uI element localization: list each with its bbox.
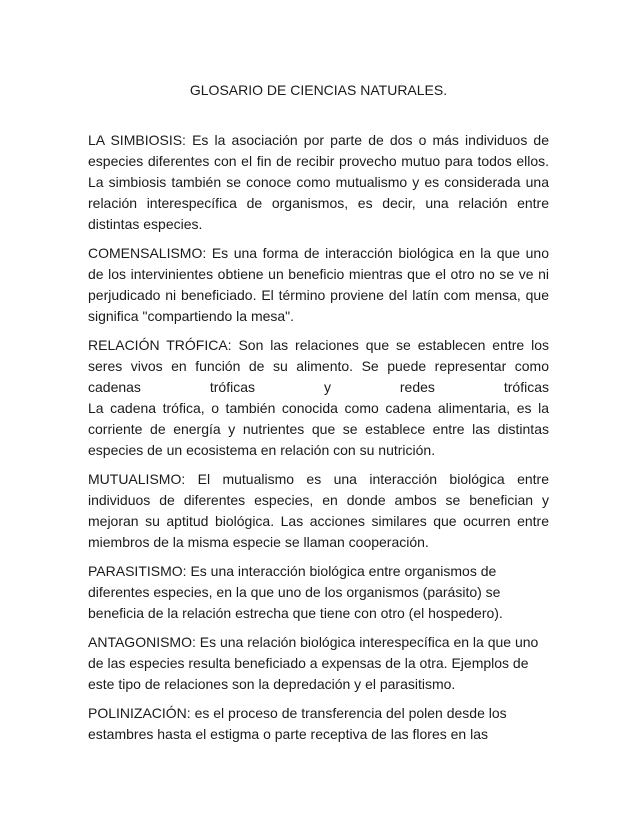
glossary-term: MUTUALISMO: <box>88 471 186 487</box>
glossary-term: LA SIMBIOSIS: <box>88 132 186 148</box>
glossary-entry-antagonismo <box>88 632 549 695</box>
glossary-term: ANTAGONISMO: <box>88 634 196 650</box>
glossary-definition-justified-line: cadenas tróficas y redes tróficas <box>88 379 549 395</box>
glossary-term: RELACIÓN TRÓFICA: <box>88 337 232 353</box>
glossary-term: COMENSALISMO: <box>88 245 207 261</box>
glossary-entry-mutualismo <box>88 469 549 553</box>
glossary-entry-comensalismo <box>88 243 549 327</box>
glossary-entry-parasitismo <box>88 561 549 624</box>
glossary-entry-simbiosis <box>88 130 549 235</box>
glossary-term: PARASITISMO: <box>88 563 187 579</box>
glossary-definition: Es una relación biológica interespecífica en la que uno de las especies resulta beneficiado a expensas de la otra. Ejemplos de este tipo de relaciones son la depredación y el parasitismo. <box>88 634 539 692</box>
glossary-term: POLINIZACIÓN: <box>88 705 191 721</box>
glossary-definition-continuation: La cadena trófica, o también conocida como cadena alimentaria, es la corriente de energía y nutrientes que se establece entre las distintas especies de un ecosistema en relación con su nutrición. <box>88 400 549 458</box>
glossary-definition: Es una forma de interacción biológica en la que uno de los intervinientes obtiene un beneficio mientras que el otro no se ve ni perjudicado ni beneficiado. El término proviene del latín com mensa, que significa "compartiendo la mesa". <box>88 245 550 324</box>
glossary-entries <box>88 130 549 745</box>
glossary-definition: es el proceso de transferencia del polen desde los estambres hasta el estigma o parte receptiva de las flores en las <box>88 705 507 742</box>
glossary-entry-relacion-trofica <box>88 335 549 461</box>
glossary-definition: Es una interacción biológica entre organismos de diferentes especies, en la que uno de los organismos (parásito) se beneficia de la relación estrecha que tiene con otro (el hospedero). <box>88 563 503 621</box>
glossary-definition: Es la asociación por parte de dos o más individuos de especies diferentes con el fin de recibir provecho mutuo para todos ellos. La simbiosis también se conoce como mutualismo y es considerada una relación interespecífica de organismos, es decir, una relación entre distintas especies. <box>88 132 550 232</box>
glossary-definition: El mutualismo es una interacción biológica entre individuos de diferentes especies, en donde ambos se benefician y mejoran su aptitud biológica. Las acciones similares que ocurren entre miembros de la misma especie se llaman cooperación. <box>88 471 549 550</box>
glossary-definition: Son las relaciones que se establecen entre los seres vivos en función de su alimento. Se puede representar como <box>88 337 550 374</box>
glossary-definition-part <box>88 335 549 377</box>
document-title: GLOSARIO DE CIENCIAS NATURALES. <box>189 82 448 98</box>
glossary-entry-polinizacion <box>88 703 549 745</box>
